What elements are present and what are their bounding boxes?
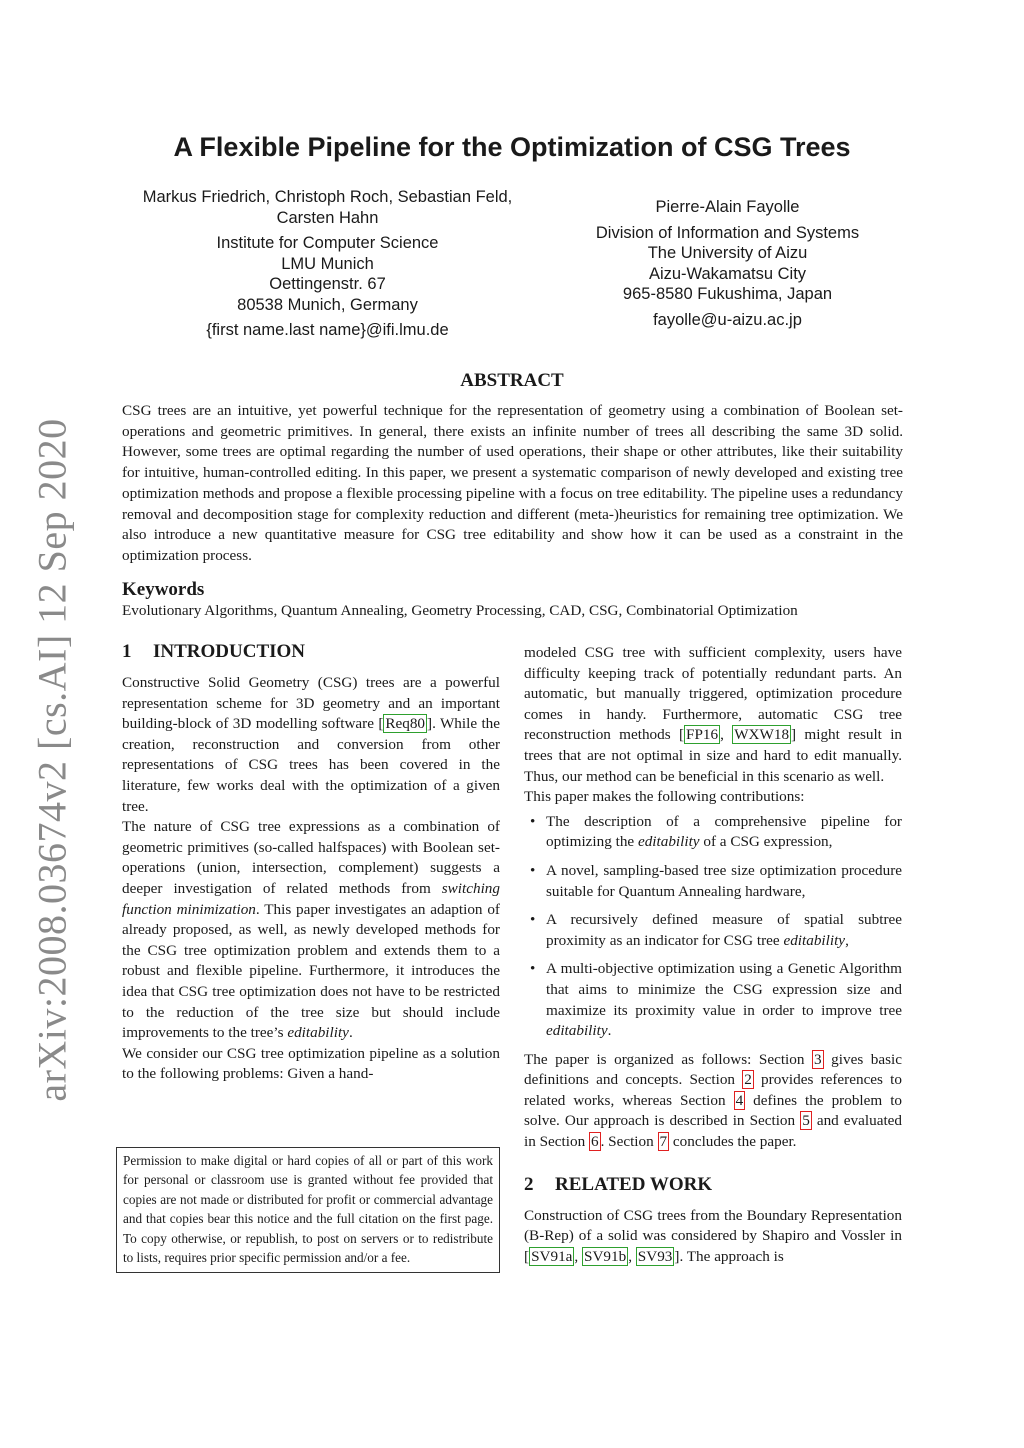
contributions-list (524, 812, 902, 1042)
abstract-heading: ABSTRACT (460, 370, 564, 391)
text-run: , (628, 1247, 636, 1265)
paragraph: We consider our CSG tree optimization pipeline as a solution to the following problems: Given a hand- (122, 1044, 500, 1083)
arxiv-id: arXiv:2008.03674v2 [cs.AI] 12 Sep 2020 (29, 418, 75, 1102)
citation-link[interactable]: SV91a (531, 1247, 573, 1265)
text-run: Constructive Solid Geometry (CSG) trees are a powerful representation scheme for 3D geometry and an important building-block of 3D modelling software [ (122, 674, 500, 733)
citation-link[interactable]: FP16 (686, 726, 719, 744)
text-run: modeled CSG tree with sufficient complexity, users have difficulty keeping track of potentially redundant parts. An automatic, but manually triggered, optimization procedure comes in handy. Furthermore, automatic CSG tree reconstruction methods [ (524, 644, 902, 744)
text-run: gives basic definitions and concepts. Section (524, 1050, 903, 1089)
paragraph (122, 673, 500, 817)
author-email: fayolle@u-aizu.ac.jp (653, 310, 802, 329)
citation-link[interactable]: Req80 (385, 715, 426, 733)
author-block-left (120, 187, 535, 341)
affiliation-line: Oettingenstr. 67 (269, 275, 386, 293)
paragraph (122, 817, 500, 1044)
text-run: provides references to related works, whereas Section (524, 1071, 902, 1109)
text-run: ]. While the creation, reconstruction and conversion from other representations of CSG trees has been covered in the literature, few works deal with the optimization of a given tree. (122, 715, 500, 815)
right-column (524, 643, 902, 1267)
text-run: concludes the paper. (669, 1133, 797, 1151)
emphasis: editability (546, 1022, 608, 1040)
emphasis: switching function minimization (122, 879, 500, 918)
section-number: 2 (524, 1173, 534, 1195)
author-names-line2: Carsten Hahn (276, 208, 379, 227)
text-run: . (607, 1022, 612, 1040)
list-item (524, 910, 902, 951)
text-run: A recursively defined measure of spatial subtree proximity as an indicator for CSG tree (546, 911, 902, 949)
section-ref-link[interactable]: 7 (659, 1133, 668, 1151)
affiliation-line: The University of Aizu (647, 244, 808, 262)
permission-notice: Permission to make digital or hard copies of all or part of this work for personal or classroom use is granted without fee provided that copies are not made or distributed for profit or commercial advantage and that copies bear this notice and the full citation on the first page. To copy otherwise, or republish, to post on servers or to redistribute to lists, requires prior specific permission and/or a fee. (116, 1147, 500, 1273)
section-ref-link[interactable]: 5 (802, 1112, 810, 1130)
section-ref-link[interactable]: 4 (735, 1091, 744, 1109)
abstract-text: CSG trees are an intuitive, yet powerful technique for the representation of geometry using a combination of Boolean set-operations and geometric primitives. In general, there exists an infinite number of trees all describing the same 3D solid. However, some trees are optimal regarding the number of used operations, their shape or other attributes, like their suitability for intuitive, human-controlled editing. In this paper, we present a systematic comparison of newly developed and existing tree optimization methods and propose a flexible processing pipeline with a focus on tree editability. The pipeline uses a redundancy removal and decomposition stage for complexity reduction and different (meta-)heuristics for remaining tree optimization. We also introduce a new quantitative measure for CSG tree editability and show how it can be used as a constraint in the optimization process. (122, 402, 903, 564)
section-ref-link[interactable]: 6 (590, 1133, 599, 1151)
text-run: Construction of CSG trees from the Boundary Representation (B-Rep) of a solid was considered by Shapiro and Vossler in [ (524, 1206, 902, 1265)
section-title: INTRODUCTION (153, 641, 306, 662)
citation-link[interactable]: SV91b (584, 1247, 627, 1265)
list-item (524, 959, 902, 1041)
emphasis: editability (783, 931, 846, 949)
emphasis: editability (287, 1024, 349, 1042)
text-run: . Section (600, 1133, 658, 1151)
text-run: and evaluated in Section (524, 1112, 902, 1151)
section-number: 1 (122, 641, 132, 662)
text-run: , (720, 726, 733, 744)
text-run: A multi-objective optimization using a Genetic Algorithm that aims to minimize the CSG expression size and maximize its proximity value in order to improve tree (546, 960, 902, 1019)
text-run: . This paper investigates an adaption of already proposed, as well, as newly developed methods for the CSG tree optimization problem and extends them to a robust and flexible pipeline. Furthermore, it introduces the idea that CSG tree optimization does not have to be restricted to the reduction of the tree size but should include improvements to the tree’s (122, 900, 500, 1042)
section-heading-introduction (122, 640, 500, 664)
text-run: ]. The approach is (674, 1247, 784, 1265)
text-run: , (845, 931, 849, 949)
keywords-text: Evolutionary Algorithms, Quantum Annealing, Geometry Processing, CAD, CSG, Combinatorial Optimization (122, 602, 798, 619)
text-run: The description of a comprehensive pipeline for optimizing the (546, 812, 902, 851)
affiliation-line: LMU Munich (281, 254, 374, 273)
citation-link[interactable]: WXW18 (734, 726, 790, 744)
citation-link[interactable]: SV93 (637, 1247, 673, 1265)
paragraph (524, 1050, 902, 1153)
text-run: The paper is organized as follows: Section (524, 1050, 813, 1068)
list-item (524, 812, 902, 853)
author-name: Pierre-Alain Fayolle (655, 198, 800, 216)
affiliation-line: Aizu-Wakamatsu City (648, 264, 807, 283)
affiliation-line: 965-8580 Fukushima, Japan (622, 285, 833, 303)
text-run: . (348, 1024, 353, 1042)
author-email: {first name.last name}@ifi.lmu.de (206, 321, 449, 339)
affiliation-line: 80538 Munich, Germany (237, 295, 418, 314)
section-ref-link[interactable]: 2 (744, 1071, 752, 1089)
text-run: The nature of CSG tree expressions as a combination of geometric primitives (so-called halfspaces) with Boolean set-operations (union, intersection, complement) suggests a deeper investigation of related methods from (122, 818, 500, 897)
section-title: RELATED WORK (555, 1173, 713, 1195)
author-block-right (565, 197, 890, 330)
affiliation-line: Institute for Computer Science (216, 234, 439, 252)
affiliation-line: Division of Information and Systems (595, 223, 860, 242)
section-heading-related-work (524, 1173, 902, 1197)
text-run: defines the problem to solve. Our approach is described in Section (524, 1091, 903, 1130)
text-run: ] might result in trees that are not optimal in size and hard to edit manually. Thus, our method can be beneficial in this scenario as well. (524, 726, 903, 785)
emphasis: editability (637, 833, 700, 851)
paper-title: A Flexible Pipeline for the Optimization of CSG Trees (173, 132, 851, 162)
keywords-heading: Keywords (122, 579, 205, 600)
left-column (122, 640, 500, 1085)
author-names-line1: Markus Friedrich, Christoph Roch, Sebastian Feld, (142, 188, 513, 206)
list-item (524, 861, 902, 902)
text-run: of a CSG expression, (699, 833, 833, 851)
paragraph (524, 643, 902, 787)
paragraph (524, 1206, 902, 1268)
text-run: , (574, 1247, 582, 1265)
paragraph: This paper makes the following contributions: (524, 788, 805, 806)
section-ref-link[interactable]: 3 (814, 1050, 822, 1068)
text-run: A novel, sampling-based tree size optimization procedure suitable for Quantum Annealing hardware, (546, 861, 902, 900)
